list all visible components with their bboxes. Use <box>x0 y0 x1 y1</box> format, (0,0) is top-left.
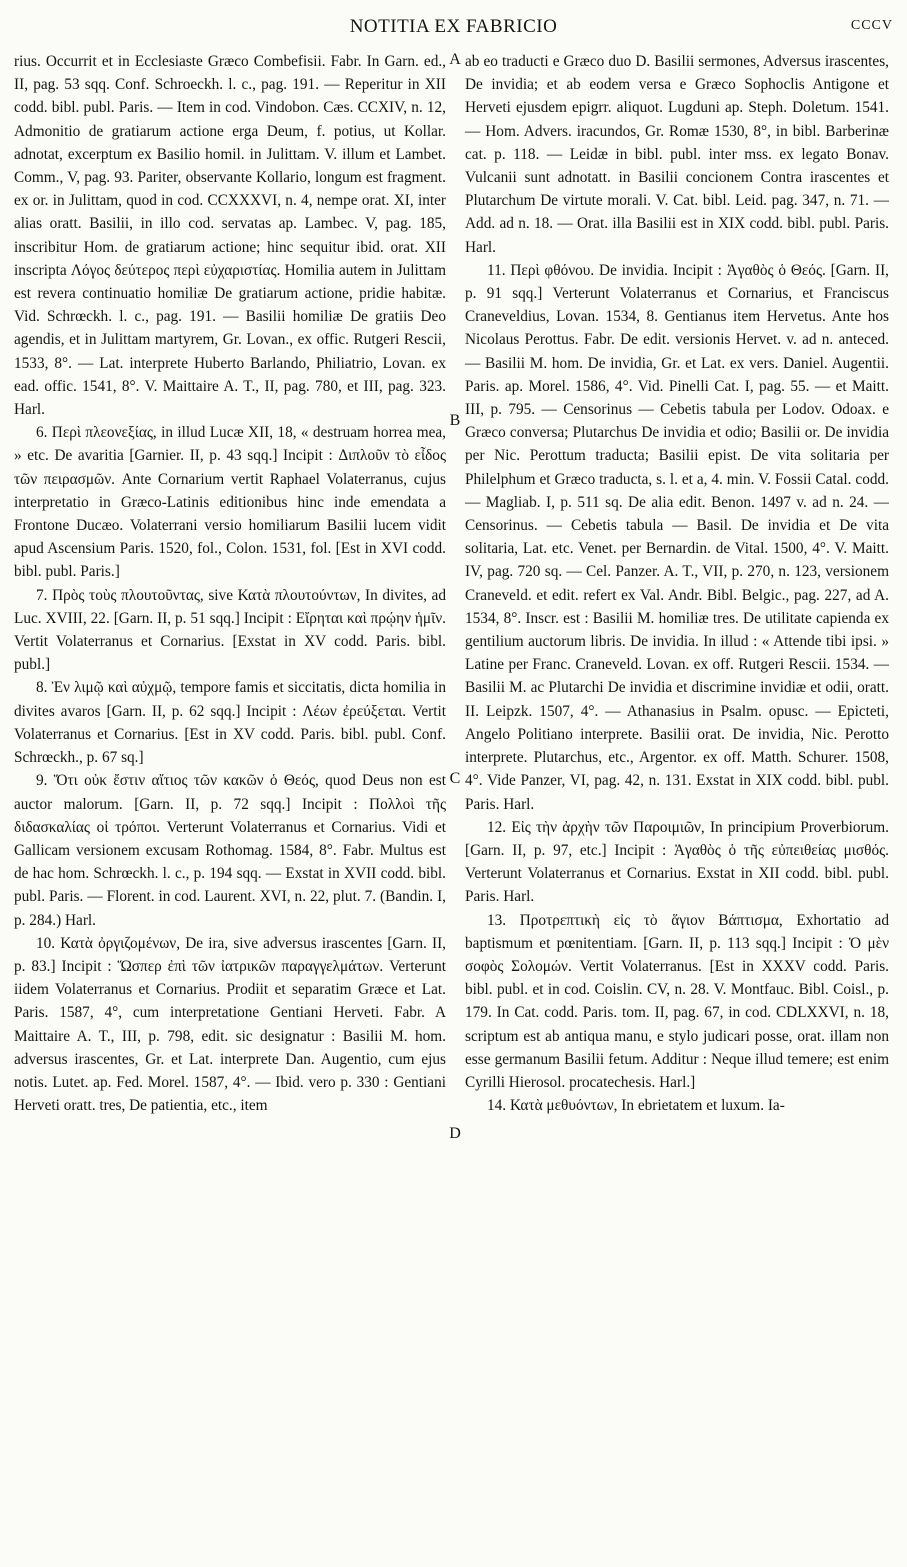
paragraph-homily-9: 9. Ὅτι οὐκ ἔστιν αἴτιος τῶν κακῶν ὁ Θεός, quod Deus non est auctor malorum. [Garn. II, p. 72 sqq.] Incipit : Πολλοὶ τῆς διδασκαλίας οἱ τρόποι. Verterunt Volaterranus et Cornarius. Vidi et Gallicam versionem excusam Rothomag. 1584, 8°. Fabr. Multus est de hac hom. Schrœckh. l. c., p. 194 sqq. — Exstat in XVII codd. bibl. publ. Paris. — Florent. in cod. Laurent. XVI, n. 22, plut. 7. (Bandin. I, p. 284.) Harl. <box>14 772 446 929</box>
right-column <box>465 50 889 1555</box>
page-folio: CCCV <box>850 18 893 33</box>
margin-letter-b: B <box>449 412 461 429</box>
paragraph-homily-11: 11. Περὶ φθόνου. De invidia. Incipit : Ἀγαθὸς ὁ Θεός. [Garn. II, p. 91 sqq.] Verterunt Volaterranus et Cornarius, et Franciscus Craneveldius, Lovan. 1534, 8. Gentianus item Hervetus. Ante hos Nicolaus Perottus. Fabr. De edit. versionis Hervet. v. ad n. anteced. — Basilii M. hom. De invidia, Gr. et Lat. ex vers. Daniel. Augentii. Paris. ap. Morel. 1586, 4°. Vid. Pinelli Cat. I, pag. 55. — et Maitt. III, p. 795. — Censorinus — Cebetis tabula per Lodov. Odoax. e Græco conversa; Plutarchus De invidia et odio; Basilii or. De invidia per Nic. Perottum traducta; Basilii epist. De vita solitaria per Philelphum et Græco traducta, s. l. et a, 4. min. V. Fossii Catal. codd. — Magliab. I, p. 511 sq. De alia edit. Benon. 1497 v. ad n. 24. — Censorinus. — Cebetis tabula — Basil. De invidia et De vita solitaria, Lat. etc. Venet. per Bernardin. de Vital. 1500, 4°. V. Maitt. IV, pag. 720 sq. — Cel. Panzer. A. T., VII, p. 270, n. 123, versionem Craneveld. et edit. refert ex Val. Andr. Bibl. Belgic., pag. 227, ad A. 1534, 8°. Inscr. est : Basilii M. homiliæ tres. De utilitate capienda ex gentilium auctorum libris. De invidia. In illud : « Attende tibi ipsi. » Latine per Franc. Craneveld. Lovan. ex off. Rutgeri Rescii. 1534. — Basilii M. ac Plutarchi De invidia et discrimine invidiæ et odii, oratt. II. Leipzk. 1507, 4°. — Athanasius in Psalm. opusc. — Epicteti, Angelo Politiano interprete. Basilii orat. De invidia, Nic. Perotto interprete. Plutarchus, etc., Argentor. ex off. Matth. Schurer. 1508, 4°. Vide Panzer, VI, pag. 42, n. 131. Exstat in XIX codd. bibl. publ. Paris. Harl. <box>465 261 889 813</box>
paragraph-continuation: rius. Occurrit et in Ecclesiaste Græco Combefisii. Fabr. In Garn. ed., II, pag. 53 sqq. Conf. Schroeckh. l. c., pag. 191. — Reperitur in XII codd. bibl. publ. Paris. — Item in cod. Vindobon. Cæs. CCXIV, n. 12, Admonitio de gratiarum actione erga Deum, f. potius, ut Kollar. adnotat, excerptum ex Basilio homil. in Julittam. V. illum et Lambet. Comm., V, pag. 93. Pariter, observante Kollario, longum est fragment. ex or. in Julittam, quod in cod. CCXXXVI, n. 4, nempe orat. XI, inter alias oratt. Basilii, in illo cod. servatas ap. Lambec. V, pag. 185, inscribitur Hom. de gratiarum actione; hinc sequitur ibid. orat. XII inscripta Λόγος δεύτερος περὶ εὐχαριστίας. Homilia autem in Julittam est revera continuatio homiliæ De gratiarum actione, pridie habitæ. Vid. Schrœckh. l. c., pag. 191. — Basilii homiliæ De gratiis Deo agendis, et in Julittam martyrem, Gr. Lovan., ex offic. Rutgeri Rescii, 1533, 8°. — Lat. interprete Huberto Barlando, Philiatrio, Lovan. ex ead. offic. 1541, 8°. V. Maittaire A. T., II, pag. 780, et III, pag. 323. Harl. <box>14 53 446 419</box>
running-header <box>0 16 907 44</box>
paragraph-homily-10: 10. Κατὰ ὀργιζομένων, De ira, sive adversus irascentes [Garn. II, p. 83.] Incipit : Ὥσπερ ἐπὶ τῶν ἰατρικῶν παραγγελμάτων. Verterunt iidem Volaterranus et Cornarius. Prodiit et separatim Græce et Lat. Paris. 1587, 4°, cum interpretatione Gentiani Herveti. Fabr. A Maittaire A. T., III, p. 798, edit. sic designatur : Basilii M. hom. adversus irascentes, Gr. et Lat. interprete Dan. Augentio, cum ejus notis. Lutet. ap. Fed. Morel. 1587, 4°. — Ibid. vero p. 330 : Gentiani Herveti oratt. tres, De patientia, etc., item <box>14 934 446 1115</box>
running-title: NOTITIA EX FABRICIO <box>349 16 558 37</box>
paragraph-homily-7: 7. Πρὸς τοὺς πλουτοῦντας, sive Κατὰ πλουτούντων, In divites, ad Luc. XVIII, 22. [Garn. II, p. 51 sqq.] Incipit : Εἴρηται καὶ πρῴην ἡμῖν. Vertit Volaterranus et Cornarius. [Exstat in XV codd. Paris. bibl. publ.] <box>14 586 446 674</box>
paragraph-homily-6: 6. Περὶ πλεονεξίας, in illud Lucæ XII, 18, « destruam horrea mea, » etc. De avaritia [Garnier. II, p. 43 sqq.] Incipit : Διπλοῦν τὸ εἶδος τῶν πειρασμῶν. Ante Cornarium vertit Raphael Volaterranus, cujus interpretatio in Græco-Latinis editionibus hinc inde emendata a Frontone Ducæo. Volaterrani versio homiliarum Basilii lucem vidit apud Ascensium Paris. 1520, fol., Colon. 1531, fol. [Est in XVI codd. bibl. publ. Paris.] <box>14 424 446 581</box>
margin-letter-a: A <box>449 51 461 68</box>
margin-letter-c: C <box>449 770 461 787</box>
paragraph-continuation-right: ab eo traducti e Græco duo D. Basilii sermones, Adversus irascentes, De invidia; et ab eodem versa e Græco Sophoclis Antigone et Herveti ejusdem epigrr. aliquot. Lugduni ap. Steph. Doletum. 1541. — Hom. Advers. iracundos, Gr. Romæ 1530, 8°, in bibl. Barberinæ cat. p. 118. — Leidæ in bibl. publ. inter mss. ex legato Bonav. Vulcanii sunt adnotatt. in Basilii concionem Contra irascentes et Plutarchum De virtute morali. V. Cat. bibl. Leid. pag. 347, n. 71. — Add. ad n. 18. — Orat. illa Basilii est in XIX codd. bibl. publ. Paris. Harl. <box>465 53 889 256</box>
paragraph-homily-12: 12. Εἰς τὴν ἀρχὴν τῶν Παροιμιῶν, In principium Proverbiorum. [Garn. II, p. 97, etc.] Incipit : Ἀγαθὸς ὁ τῆς εὐπειθείας μισθός. Verterunt Volaterranus et Cornarius. Exstat in XII codd. bibl. publ. Paris. Harl. <box>465 818 889 906</box>
paragraph-homily-13: 13. Προτρεπτικὴ εἰς τὸ ἅγιον Βάπτισμα, Exhortatio ad baptismum et pœnitentiam. [Garn. II, p. 113 sqq.] Incipit : Ὁ μὲν σοφὸς Σολομών. Vertit Volaterranus. [Est in XXXV codd. Paris. bibl. publ. et in cod. Coislin. CV, n. 28. V. Montfauc. Bibl. Coisl., p. 179. In Cat. codd. Paris. tom. II, pag. 67, in cod. CDLXXVI, n. 18, scriptum est ab antiqua manu, e stylo judicari posse, orat. illam non esse germanum Basilii fetum. Additur : Neque illud temere; est enim Cyrilli Hierosol. procatechesis. Harl.] <box>465 911 889 1091</box>
paragraph-homily-8: 8. Ἐν λιμῷ καὶ αὐχμῷ, tempore famis et siccitatis, dicta homilia in divites avaros [Garn. II, p. 62 sqq.] Incipit : Λέων ἐρεύξεται. Vertit Volaterranus et Cornarius. [Est in XV codd. Paris. bibl. publ. Conf. Schrœckh., p. 67 sq.] <box>14 679 446 767</box>
paragraph-homily-14: 14. Κατὰ μεθυόντων, In ebrietatem et luxum. Ia- <box>487 1097 785 1115</box>
margin-letter-d: D <box>449 1125 461 1142</box>
left-column <box>14 50 446 1555</box>
